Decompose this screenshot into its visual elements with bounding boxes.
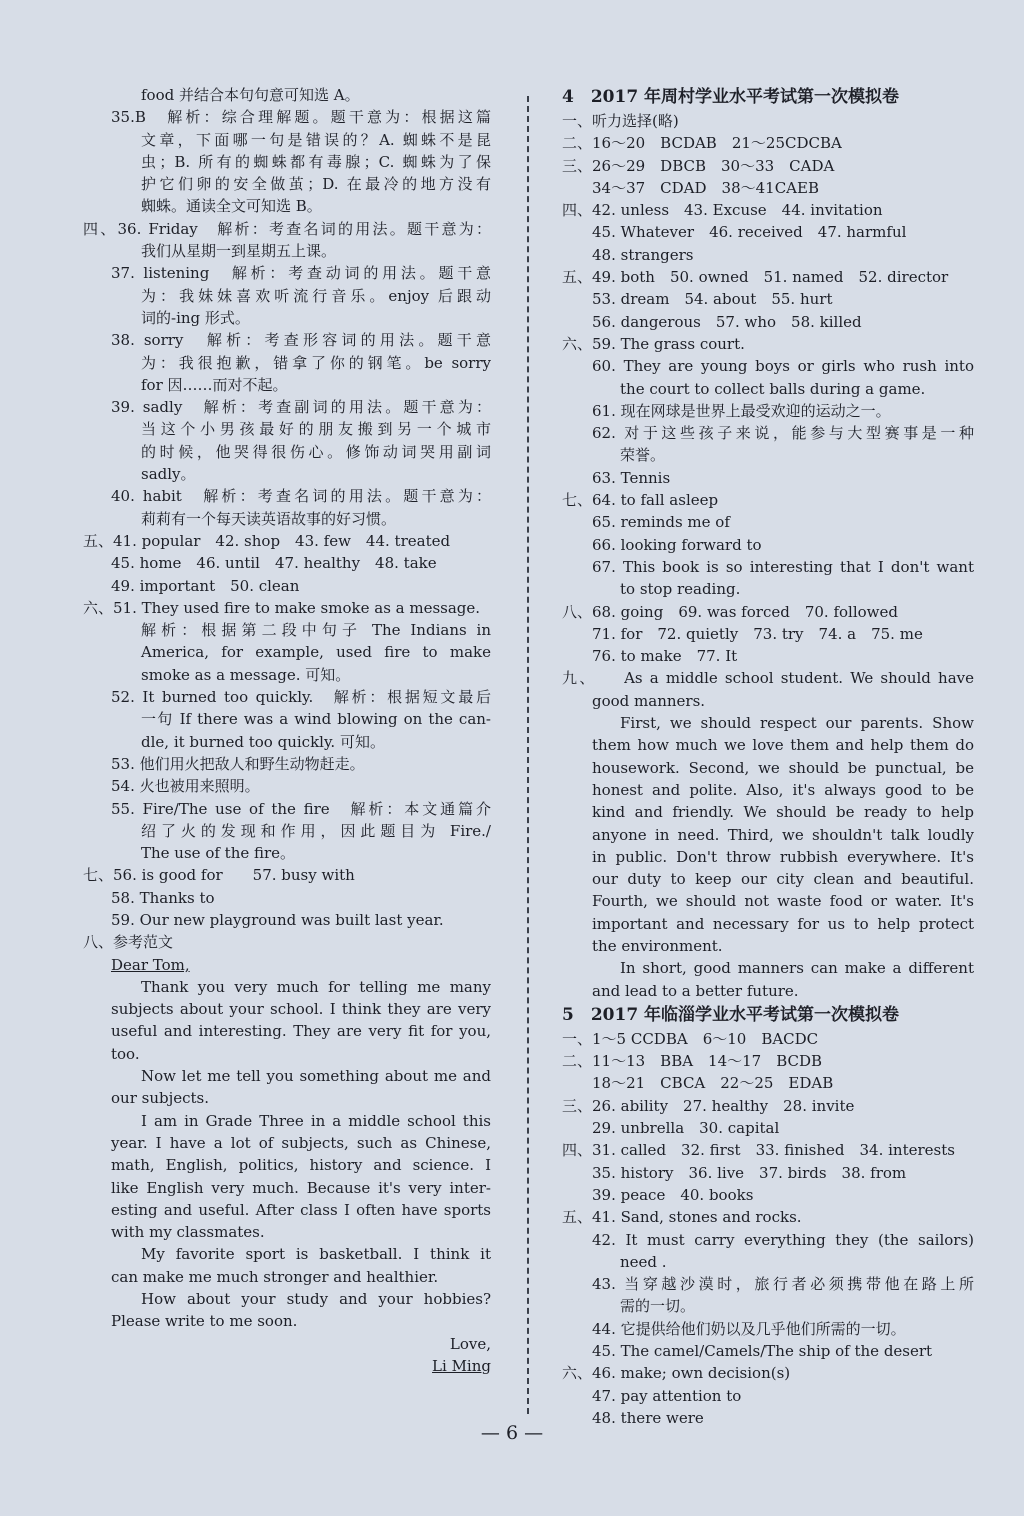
page-number: — 6 — (480, 1422, 544, 1444)
text-line: 61. 现在网球是世界上最受欢迎的运动之一。 (592, 401, 891, 420)
text-line: 5 2017 年临淄学业水平考试第一次模拟卷 (562, 1004, 900, 1025)
text-line: 六、59. The grass court. (562, 334, 745, 353)
text-line: 35.B 解析：综合理解题。题干意为：根据这篇 (111, 108, 491, 127)
text-line: 解析：根据第二段中句子 The Indians in (141, 621, 491, 640)
text-line: sadly。 (141, 465, 196, 484)
text-line: 文章，下面哪一句是错误的？A. 蜘蛛不是昆 (141, 130, 491, 149)
text-line: 60. They are young boys or girls who rush into (592, 357, 974, 376)
text-line: math, English, politics, history and science. I (111, 1156, 491, 1175)
text-line: 56. dangerous 57. who 58. killed (592, 312, 862, 331)
text-line: 荣誉。 (620, 446, 666, 465)
text-line: 34～37 CDAD 38～41CAEB (592, 178, 819, 197)
text-line: 六、51. They used fire to make smoke as a message. (83, 598, 481, 617)
text-line: 71. for 72. quietly 73. try 74. a 75. me (592, 624, 923, 643)
text-line: 蜘蛛。通读全文可知选 B。 (141, 197, 322, 216)
text-line: 45. Whatever 46. received 47. harmful (592, 223, 907, 242)
text-line: 4 2017 年周村学业水平考试第一次模拟卷 (562, 87, 900, 107)
text-line: 五、49. both 50. owned 51. named 52. director (562, 268, 949, 287)
text-line: 护它们卵的安全做茧；D. 在最冷的地方没有 (141, 175, 491, 194)
text-line: 43. 当穿越沙漠时，旅行者必须携带他在路上所 (592, 1275, 974, 1294)
text-line: Dear Tom, (111, 955, 190, 974)
text-line: I am in Grade Three in a middle school this (141, 1111, 491, 1130)
text-line: 59. Our new playground was built last year. (111, 910, 444, 929)
text-line: them how much we love them and help them do (592, 736, 974, 755)
text-line: 38. sorry 解析：考查形容词的用法。题干意 (111, 331, 491, 350)
left-column (83, 84, 491, 1377)
text-line: in public. Don't throw rubbish everywhere. It's (592, 847, 974, 866)
text-line: Now let me tell you something about me and (141, 1067, 491, 1086)
text-line: America, for example, used fire to make (141, 643, 491, 662)
text-line: can make me much stronger and healthier. (111, 1267, 439, 1286)
text-line: 八、68. going 69. was forced 70. followed (562, 602, 898, 621)
text-line: our subjects. (111, 1089, 210, 1108)
text-line: and lead to a better future. (592, 981, 799, 1000)
text-line: 65. reminds me of (592, 513, 730, 532)
text-line: Please write to me soon. (111, 1312, 298, 1331)
text-line: the court to collect balls during a game. (620, 379, 926, 398)
column-divider (527, 96, 529, 1414)
text-line: 二、16～20 BCDAB 21～25CDCBA (562, 134, 842, 153)
text-line: too. (111, 1044, 140, 1063)
text-line: the environment. (592, 936, 723, 955)
text-line: 三、26. ability 27. healthy 28. invite (562, 1096, 855, 1115)
text-line: 18～21 CBCA 22～25 EDAB (592, 1074, 834, 1093)
text-line: 49. important 50. clean (111, 576, 300, 595)
text-line: Li Ming (432, 1356, 491, 1375)
text-line: food 并结合本句句意可知选 A。 (141, 86, 360, 104)
text-line: good manners. (592, 691, 706, 710)
text-line: 的时候，他哭得很伤心。修饰动词哭用副词 (141, 442, 491, 461)
text-line: 四、36. Friday 解析：考查名词的用法。题干意为： (83, 219, 491, 238)
text-line: 48. strangers (592, 245, 694, 264)
text-line: 39. peace 40. books (592, 1185, 754, 1204)
text-line: 44. 它提供给他们奶以及几乎他们所需的一切。 (592, 1319, 906, 1338)
text-line: 40. habit 解析：考查名词的用法。题干意为： (111, 487, 491, 506)
text-line: 八、参考范文 (83, 933, 174, 952)
text-line: 45. The camel/Camels/The ship of the desert (592, 1342, 933, 1361)
text-line: dle, it burned too quickly. 可知。 (141, 732, 385, 751)
text-line: 二、11～13 BBA 14～17 BCDB (562, 1052, 823, 1071)
text-line: The use of the fire。 (141, 844, 296, 863)
text-line: 五、41. popular 42. shop 43. few 44. treated (83, 531, 451, 550)
text-line: 42. It must carry everything they (the sailors) (592, 1230, 974, 1249)
text-line: for 因……而对不起。 (141, 375, 288, 394)
text-line: 63. Tennis (592, 468, 671, 487)
text-line: 当这个小男孩最好的朋友搬到另一个城市 (141, 420, 491, 439)
text-line: Fourth, we should not waste food or water. It's (592, 892, 974, 911)
text-line: 四、31. called 32. first 33. finished 34. interests (562, 1141, 955, 1160)
text-line: 45. home 46. until 47. healthy 48. take (111, 554, 437, 573)
text-line: 绍了火的发现和作用，因此题目为 Fire./ (141, 821, 491, 840)
text-line: 58. Thanks to (111, 888, 215, 907)
text-line: First, we should respect our parents. Show (620, 714, 974, 733)
text-line: 一句 If there was a wind blowing on the can- (141, 710, 491, 729)
text-line: 48. there were (592, 1408, 704, 1427)
text-line: esting and useful. After class I often have sports (111, 1200, 491, 1219)
text-line: 七、56. is good for 57. busy with (83, 866, 355, 885)
text-line: 67. This book is so interesting that I don't want (592, 557, 974, 576)
text-line: smoke as a message. 可知。 (141, 665, 351, 684)
text-line: 虫；B. 所有的蜘蛛都有毒腺；C. 蜘蛛为了保 (141, 152, 491, 171)
text-line: 五、41. Sand, stones and rocks. (562, 1208, 802, 1227)
text-line: with my classmates. (111, 1223, 265, 1242)
text-line: 四、42. unless 43. Excuse 44. invitation (562, 201, 883, 220)
text-line: our duty to keep our city clean and beautiful. (592, 870, 974, 889)
text-line: 七、64. to fall asleep (562, 491, 719, 510)
text-line: 66. looking forward to (592, 535, 762, 554)
text-line: 39. sadly 解析：考查副词的用法。题干意为： (111, 398, 491, 417)
text-line: 九、 As a middle school student. We should have (562, 669, 974, 688)
text-line: 一、听力选择(略) (562, 112, 679, 130)
text-line: housework. Second, we should be punctual, be (592, 758, 974, 777)
text-line: 需的一切。 (620, 1297, 696, 1316)
text-line: 29. unbrella 30. capital (592, 1119, 780, 1138)
text-line: 47. pay attention to (592, 1386, 742, 1405)
text-line: 37. listening 解析：考查动词的用法。题干意 (111, 264, 491, 283)
text-line: 词的-ing 形式。 (141, 308, 250, 327)
text-line: subjects about your school. I think they are very (111, 1000, 491, 1019)
text-line: anyone in need. Third, we shouldn't talk loudly (592, 825, 974, 844)
text-line: 62. 对于这些孩子来说，能参与大型赛事是一种 (592, 424, 974, 443)
text-line: 52. It burned too quickly. 解析：根据短文最后 (111, 688, 491, 707)
text-line: year. I have a lot of subjects, such as Chinese, (111, 1133, 491, 1152)
text-line: 我们从星期一到星期五上课。 (141, 242, 337, 261)
text-line: 为：我妹妹喜欢听流行音乐。enjoy 后跟动 (141, 286, 491, 305)
text-line: useful and interesting. They are very fit for you, (111, 1022, 491, 1041)
text-line: to stop reading. (620, 580, 741, 599)
text-line: 六、46. make; own decision(s) (562, 1364, 791, 1383)
text-line: like English very much. Because it's very inter- (111, 1178, 491, 1197)
text-line: kind and friendly. We should be ready to help (592, 803, 974, 822)
text-line: 莉莉有一个每天读英语故事的好习惯。 (141, 509, 397, 528)
text-line: Love, (449, 1334, 491, 1353)
text-line: 为：我很抱歉，错拿了你的钢笔。be sorry (141, 353, 491, 372)
text-line: 53. 他们用火把敌人和野生动物赶走。 (111, 754, 365, 773)
text-line: 76. to make 77. It (592, 647, 738, 666)
text-line: 三、26～29 DBCB 30～33 CADA (562, 156, 835, 175)
text-line: important and necessary for us to help protect (592, 914, 974, 933)
text-line: need . (620, 1252, 667, 1271)
text-line: 一、1～5 CCDBA 6～10 BACDC (562, 1029, 819, 1048)
text-line: 55. Fire/The use of the fire 解析：本文通篇介 (111, 799, 491, 818)
text-line: 53. dream 54. about 55. hurt (592, 290, 833, 309)
text-line: In short, good manners can make a different (620, 959, 974, 978)
text-line: 35. history 36. live 37. birds 38. from (592, 1163, 907, 1182)
right-column (562, 84, 974, 1429)
text-line: honest and polite. Also, it's always good to be (592, 780, 974, 799)
text-line: 54. 火也被用来照明。 (111, 777, 260, 796)
text-line: My favorite sport is basketball. I think it (141, 1245, 491, 1264)
text-line: Thank you very much for telling me many (141, 977, 491, 996)
text-line: How about your study and your hobbies? (141, 1290, 491, 1309)
